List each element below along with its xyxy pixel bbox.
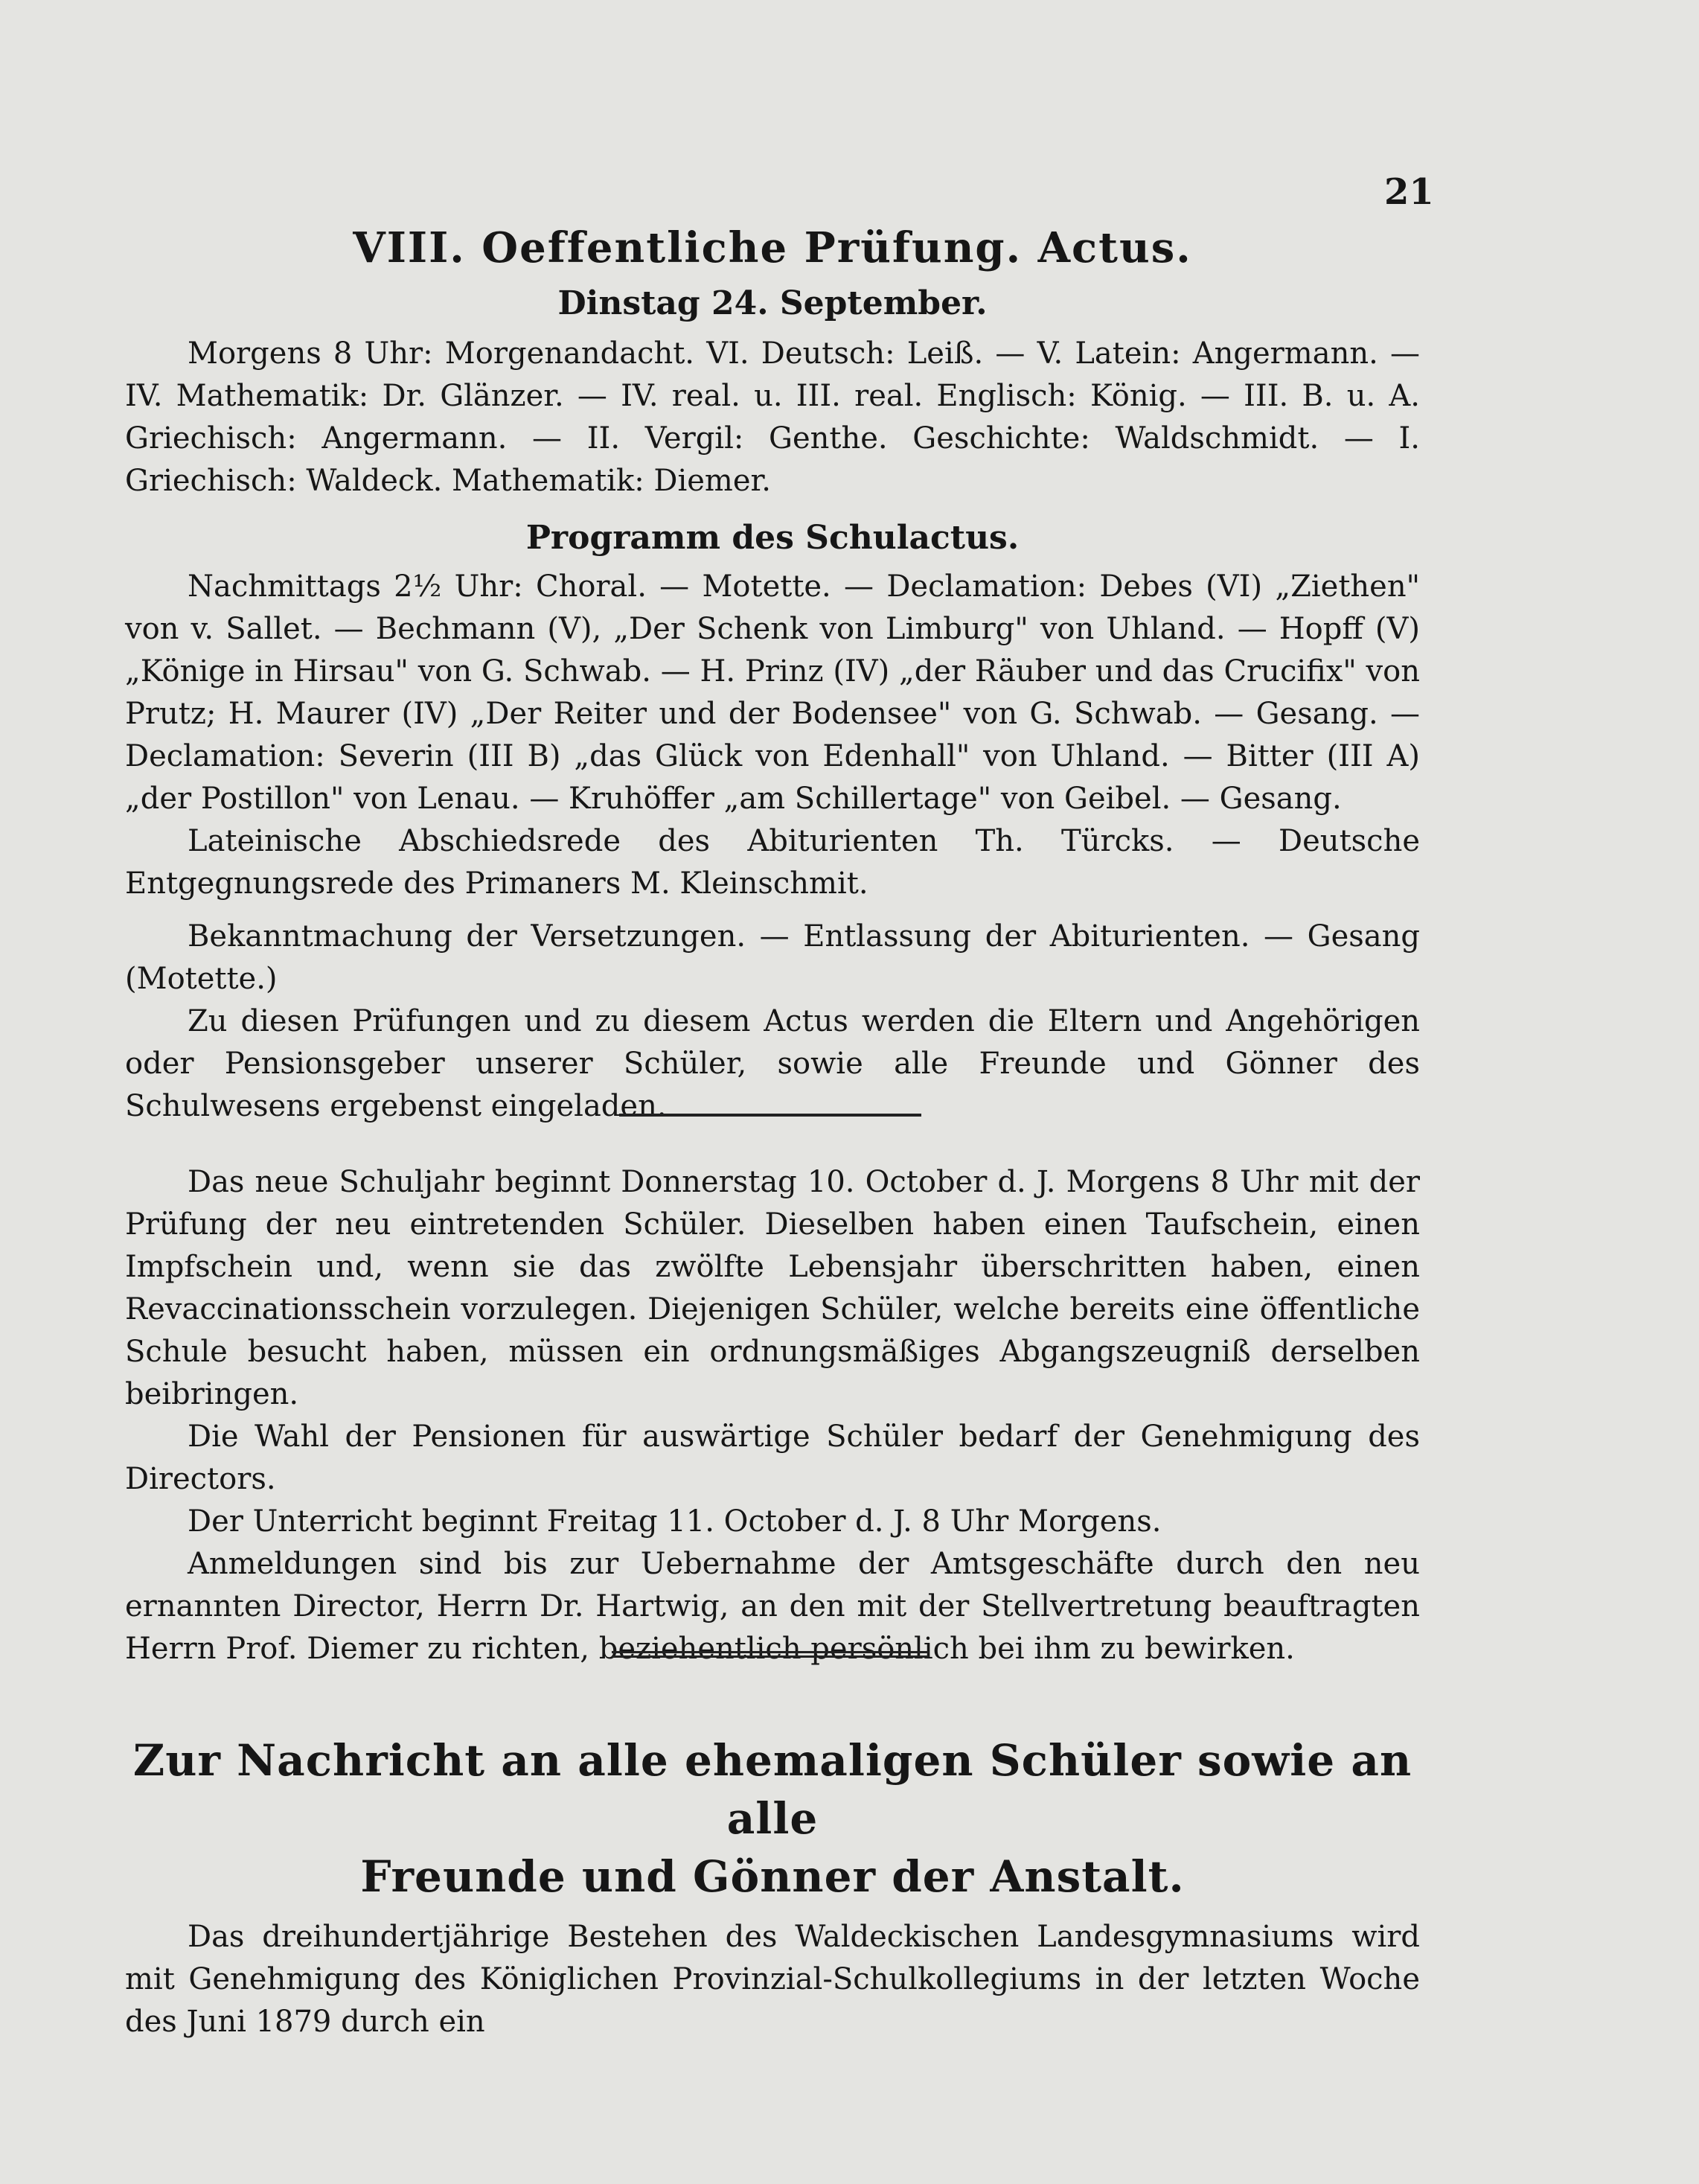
lessons-start: Der Unterricht beginnt Freitag 11. October d. J. 8 Uhr Morgens. — [188, 1504, 1162, 1539]
announcement: Bekanntmachung der Versetzungen. — Entlassung der Abiturienten. — Gesang (Motette.) — [125, 919, 1420, 996]
notice-title-line1: Zur Nachricht an alle ehemaligen Schüler sowie an alle — [132, 1735, 1412, 1844]
section-anniversary — [125, 1731, 1420, 2043]
page-number: 21 — [1384, 171, 1434, 213]
exam-date: Dinstag 24. September. — [557, 284, 988, 322]
boarding-approval: Die Wahl der Pensionen für auswärtige Schüler bedarf der Genehmigung des Directors. — [125, 1420, 1420, 1496]
farewell-speeches: Lateinische Abschiedsrede des Abiturienten Th. Türcks. — Deutsche Entgegnungsrede des Primaners M. Kleinschmit. — [125, 824, 1420, 901]
invitation: Zu diesen Prüfungen und zu diesem Actus werden die Eltern und Angehörigen oder Pensionsgeber unserer Schüler, sowie alle Freunde und Gönner des Schulwesens ergebenst eingeladen. — [125, 1004, 1420, 1123]
notice-title-line2: Freunde und Gönner der Anstalt. — [360, 1851, 1185, 1902]
section-examination — [125, 223, 1420, 1128]
registration-note: Anmeldungen sind bis zur Uebernahme der Amtsgeschäfte durch den neu ernannten Director, Herrn Dr. Hartwig, an den mit der Stellvertretung beauftragten Herrn Prof. Diemer zu richten, beziehentlich persönlich bei ihm zu bewirken. — [125, 1547, 1420, 1666]
section-divider — [619, 1114, 921, 1117]
school-year-start: Das neue Schuljahr beginnt Donnerstag 10. October d. J. Morgens 8 Uhr mit der Prüfung der neu eintretenden Schüler. Dieselben haben einen Taufschein, einen Impfschein und, wenn sie das zwölfte Lebensjahr überschritten haben, einen Revaccinationsschein vorzulegen. Diejenigen Schüler, welche bereits eine öffentliche Schule besucht haben, müssen ein ordnungsmäßiges Abgangszeugniß derselben beibringen. — [125, 1165, 1420, 1411]
program-heading: Programm des Schulactus. — [525, 519, 1020, 557]
exam-schedule: Morgens 8 Uhr: Morgenandacht. VI. Deutsch: Leiß. — V. Latein: Angermann. — IV. Mathematik: Dr. Glänzer. — IV. real. u. III. real. Englisch: König. — III. B. u. A. Griechisch: Angermann. — II. Vergil: Genthe. Geschichte: Waldschmidt. — I. Griechisch: Waldeck. Mathematik: Diemer. — [125, 336, 1420, 498]
section-school-year — [125, 1161, 1420, 1670]
anniversary-text: Das dreihundertjährige Bestehen des Waldeckischen Landesgymnasiums wird mit Genehmigung des Königlichen Provinzial-Schulkollegiums in der letzten Woche des Juni 1879 durch ein — [125, 1920, 1420, 2039]
section-divider-double — [612, 1651, 929, 1658]
program-text: Nachmittags 2½ Uhr: Choral. — Motette. — Declamation: Debes (VI) „Ziethen" von v. Sallet. — Bechmann (V), „Der Schenk von Limburg" von Uhland. — Hopff (V) „Könige in Hirsau" von G. Schwab. — H. Prinz (IV) „der Räuber und das Crucifix" von Prutz; H. Maurer (IV) „Der Reiter und der Bodensee" von G. Schwab. — Gesang. — Declamation: Severin (III B) „das Glück von Edenhall" von Uhland. — Bitter (III A) „der Postillon" von Lenau. — Kruhöffer „am Schillertage" von Geibel. — Gesang. — [125, 569, 1420, 816]
section-heading: VIII. Oeffentliche Prüfung. Actus. — [353, 223, 1192, 272]
